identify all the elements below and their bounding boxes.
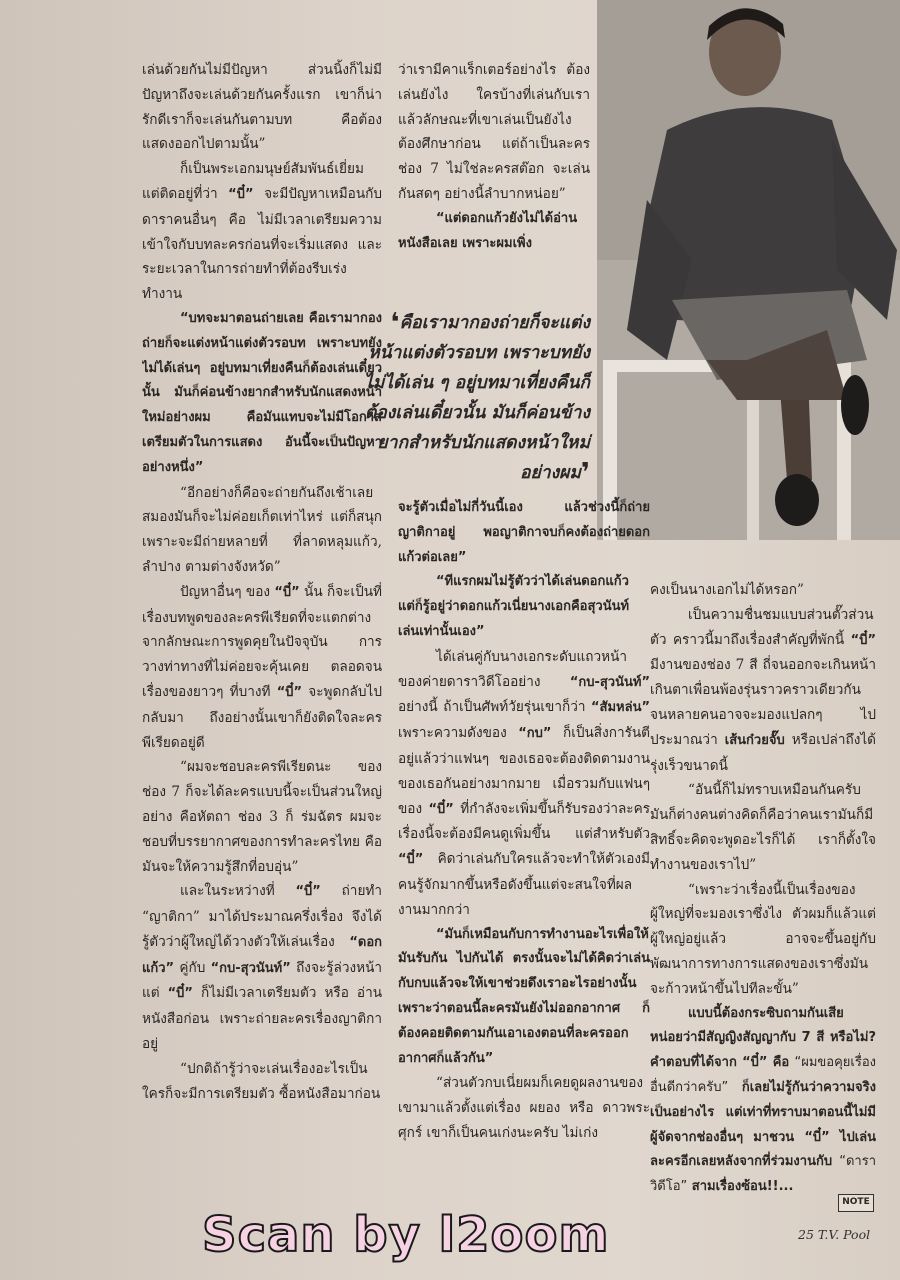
pull-quote (360, 308, 590, 496)
paragraph: ว่าเรามีคาแร็กเตอร์อย่างไร ต้องเล่นยังไง ใครบ้างที่เล่นกับเรา แล้วลักษณะที่เขาเล่นเป็นยังไง ต้องศึกษาก่อน แต่ถ้าเป็นละครช่อง 7 ไม่ใช่ละครสต๊อก จะเล่นกันสดๆ อย่างนี้ลำบากหน่อย” (398, 62, 590, 202)
article-column-2-bottom (398, 496, 650, 1216)
bold-paragraph: แบบนี้ต้องกระซิบถามกันเสียหน่อยว่ามีสัญญิงสัญญากับ 7 สี หรือไม่? คำตอบที่ได้จาก “บี๋” คือ “ผมขอคุยเรื่องอื่นดีกว่าครับ” ก็เลยไม่รู้กันว่าความจริงเป็นอย่างไร แต่เท่าที่ทราบมาตอนนี้ไม่มีผู้จัดจากช่องอื่นๆ มาชวน “บี๋” ไปเล่นละครอีกเลยหลังจากที่ร่วมงานกับ “ดาราวิดีโอ” สามเรื่องซ้อน!!... (650, 1005, 876, 1195)
pull-quote-text: คือเรามากองถ่ายก็จะแต่งหน้าแต่งตัวรอบท เพราะบทยังไม่ได้เล่น ๆ อยู่บทมาเที่ยงคืนก็ต้องเล่นเดี๋ยวนั้น มันก็ค่อนข้างยากสำหรับนักแสดงหน้าใหม่อย่างผม (363, 313, 590, 483)
page-folio: 25 T.V. Pool (798, 1227, 871, 1242)
open-quote-icon: ❛ (390, 308, 400, 338)
paragraph: “อันนี้ก็ไม่ทราบเหมือนกันครับ มันก็ต่างคนต่างคิดก็คือว่าคนเรามันก็มีสิทธิ์จะคิดจะพูดอะไรก็ได้ เราก็ตั้งใจทำงานของเราไป” (650, 782, 876, 873)
paragraph: “ปกติถ้ารู้ว่าจะเล่นเรื่องอะไรเป็นใครก็จะมีการเตรียมตัว ซื้อหนังสือมาก่อน (142, 1060, 381, 1102)
bold-quote: “มันก็เหมือนกับการทำงานอะไรเพื่อให้มันรับกัน ไปกันได้ ตรงนั้นจะไม่ได้คิดว่าเล่นกับกบแล้วจะให้เขาช่วยดึงเราอะไรอย่างนั้น เพราะว่าตอนนี้ละครมันยังไม่ออกอากาศ ก็ต้องคอยติดตามกันเอาเองตอนที่ละครออกอากาศก็แล้วกัน” (398, 926, 650, 1066)
paragraph: “อีกอย่างก็คือจะถ่ายกันถึงเช้าเลย สมองมันก็จะไม่ค่อยเก็ตเท่าไหร่ แต่ก็สนุกเพราะจะมีถ่ายหลายที่ ที่ลาดหลุมแก้ว, ลำปาง ตามต่างจังหวัด” (142, 484, 382, 575)
article-column-3 (650, 578, 876, 1218)
scan-watermark: Scan by l2oom (202, 1207, 610, 1263)
paragraph: ก็เป็นพระเอกมนุษย์สัมพันธ์เยี่ยม แต่ติดอยู่ที่ว่า “บี๋” จะมีปัญหาเหมือนกับดาราคนอื่นๆ คือ ไม่มีเวลาเตรียมความเข้าใจกับบทละครก่อนที่จะเริ่มแสดง และระยะเวลาในการถ่ายทำที่ต้องรีบเร่งทำงาน (142, 161, 382, 303)
paragraph: ได้เล่นคู่กับนางเอกระดับแถวหน้าของค่ายดาราวิดีโออย่าง “กบ-สุวนันท์” อย่างนี้ ถ้าเป็นศัพท์วัยรุ่นเขาก็ว่า “สัมหล่น” เพราะความดังของ “กบ” ก็เป็นสิ่งการันตีอยู่แล้วว่าแฟนๆ ของเธอจะต้องติดตามงานของเธอกันอย่างมากมาย เมื่อรวมกับแฟนๆ ของ “บี๋” ที่กำลังจะเพิ่มขึ้นก็รับรองว่าละครเรื่องนี้จะต้องมีคนดูเพิ่มขึ้น แต่สำหรับตัว “บี๋” คิดว่าเล่นกับใครแล้วจะทำให้ตัวเองมีคนรู้จักมากขึ้นหรือดังขึ้นแต่จะสนใจที่ผลงานมากกว่า (398, 648, 650, 918)
bold-quote: “ทีแรกผมไม่รู้ตัวว่าได้เล่นดอกแก้ว แต่ก็รู้อยู่ว่าดอกแก้วเนี่ยนางเอกคือสุวนันท์เล่นเท่านั้นเอง” (398, 574, 630, 639)
paragraph: “ผมจะชอบละครพีเรียดนะ ของช่อง 7 ก็จะได้ละครแบบนี้จะเป็นส่วนใหญ่อย่าง คือหัตถา ช่อง 3 ก็ ร่มฉัตร ผมจะชอบที่บรรยากาศของการทำละครไทย คือมันจะให้ความรู้สึกที่อบอุ่น” (142, 759, 382, 875)
paragraph: เล่นด้วยกันไม่มีปัญหา ส่วนนิ้งก็ไม่มีปัญหาถึงจะเล่นด้วยกันครั้งแรก เขาก็น่ารักดีเราก็จะเล่นกันตามบท คือต้องแสดงออกไปตามนั้น” (142, 62, 382, 153)
paragraph: “เพราะว่าเรื่องนี้เป็นเรื่องของผู้ใหญ่ที่จะมองเราซึ่งไง ตัวผมก็แล้วแต่ผู้ใหญ่อยู่แล้ว อาจจะขึ้นอยู่กับพัฒนาการทางการแสดงของเราซึ่งมันจะก้าวหน้าขึ้นไปทีละขั้น” (650, 881, 876, 997)
paragraph: “ส่วนตัวกบเนี่ยผมก็เคยดูผลงานของเขามาแล้วตั้งแต่เรื่อง ผยอง หรือ ดาวพระศุกร์ เขาก็เป็นคนเก่งนะครับ ไม่เก่ง (398, 1075, 650, 1141)
bold-quote: “บทจะมาตอนถ่ายเลย คือเรามากองถ่ายก็จะแต่งหน้าแต่งตัวรอบท เพราะบทยังไม่ได้เล่นๆ อยู่บทมาเที่ยงคืนก็ต้องเล่นเดี๋ยวนั้น มันก็ค่อนข้างยากสำหรับนักแสดงหน้าใหม่อย่างผม คือมันแทบจะไม่มีโอกาสเตรียมตัวในการแสดง อันนี้จะเป็นปัญหาอย่างหนึ่ง” (142, 310, 382, 475)
close-quote-icon: ❜ (580, 458, 590, 488)
portrait-photo (597, 0, 900, 540)
paragraph: และในระหว่างที่ “บี๋” ถ่ายทำ “ญาติกา” มาได้ประมาณครึ่งเรื่อง จึงได้รู้ตัวว่าผู้ใหญ่ได้วางตัวให้เล่นเรื่อง “ดอกแก้ว” คู่กับ “กบ-สุวนันท์” ถึงจะรู้ล่วงหน้าแต่ “บี๋” ก็ไม่มีเวลาเตรียมตัว หรือ อ่านหนังสือก่อน เพราะถ่ายละครเรื่องญาติกาอยู่ (142, 883, 382, 1053)
paragraph: ปัญหาอื่นๆ ของ “บี๋” นั้น ก็จะเป็นที่เรื่องบทพูดของละครพีเรียดที่จะแตกต่างจากลักษณะการพูดคุยในปัจจุบัน การวางท่าทางที่ไม่ค่อยจะคุ้นเคย ตลอดจนเรื่องของยาวๆ ที่บางที “บี๋” จะพูดกลับไปกลับมา ถึงอย่างนั้นเขาก็ยังติดใจละครพีเรียดอยู่ดี (142, 583, 382, 751)
paragraph: คงเป็นนางเอกไม่ได้หรอก” (650, 582, 804, 598)
bold-quote: “แต่ดอกแก้วยังไม่ได้อ่านหนังสือเลย เพราะผมเพิ่ง (398, 210, 578, 251)
bold-quote: จะรู้ตัวเมื่อไม่กี่วันนี้เอง แล้วช่วงนี้ก็ถ่ายญาติกาอยู่ พอญาติกาจบก็คงต้องถ่ายดอกแก้วต่อเลย” (398, 500, 650, 565)
paragraph: เป็นความชื่นชมแบบส่วนตั๊วส่วนตัว คราวนี้มาถึงเรื่องสำคัญที่พักนี้ “บี๋” มีงานของช่อง 7 สี ถี่จนออกจะเกินหน้าเกินตาเพื่อนพ้องรุ่นราวคราวเดียวกันจนหลายคนอาจจะมองแปลกๆ ไป ประมาณว่า เส้นก๋วยจั๊บ หรือเปล่าถึงได้รุ่งเร็วขนาดนี้ (650, 606, 876, 774)
man-seated-photo-icon (597, 0, 900, 540)
note-badge: NOTE (838, 1194, 874, 1212)
article-column-2-top (398, 58, 590, 278)
article-column-1 (142, 58, 382, 1178)
